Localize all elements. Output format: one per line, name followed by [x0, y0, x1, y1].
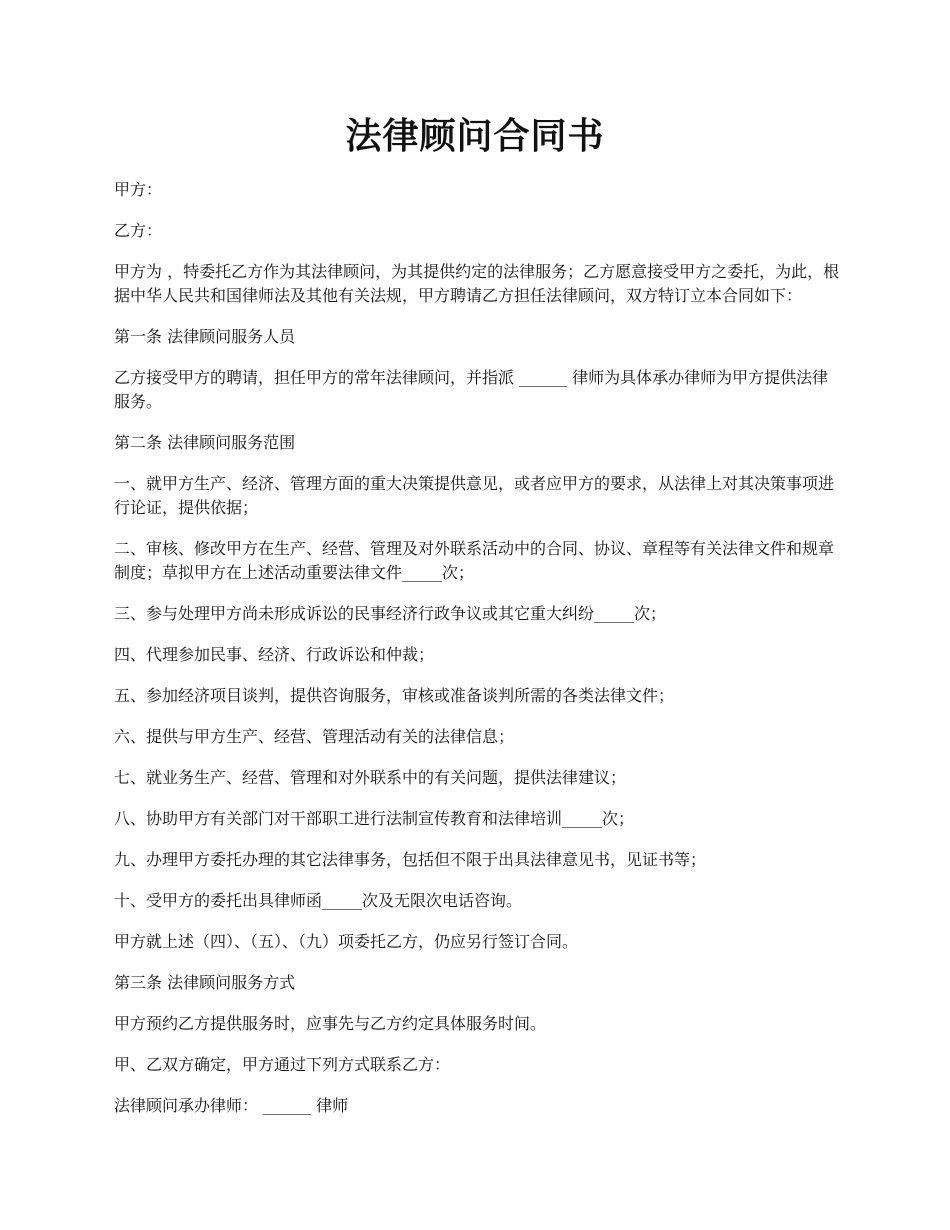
- appointment-text: 甲方预约乙方提供服务时，应事先与乙方约定具体服务时间。: [114, 1014, 547, 1033]
- service-item-5: 五、参加经济项目谈判，提供咨询服务，审核或准备谈判所需的各类法律文件；: [114, 686, 675, 705]
- service-item-3: 三、参与处理甲方尚未形成诉讼的民事经济行政争议或其它重大纠纷_____次；: [114, 604, 667, 623]
- service-item-2: 二、审核、修改甲方在生产、经营、管理及对外联系活动中的合同、协议、章程等有关法律文件和规章制度；草拟甲方在上述活动重要法律文件_____次；: [114, 539, 835, 582]
- party-a-line: 甲方：: [114, 180, 163, 199]
- article-1-heading: 第一条 法律顾问服务人员: [114, 327, 296, 346]
- service-item-10: 十、受甲方的委托出具律师函_____次及无限次电话咨询。: [114, 891, 523, 910]
- service-item-4: 四、代理参加民事、经济、行政诉讼和仲裁；: [114, 645, 435, 664]
- article-3-heading: 第三条 法律顾问服务方式: [114, 973, 296, 992]
- preamble-paragraph: 甲方为 ，特委托乙方作为其法律顾问，为其提供约定的法律服务；乙方愿意接受甲方之委托，为此，根据中华人民共和国律师法及其他有关法规，甲方聘请乙方担任法律顾问，双方特订立本合同如下：: [114, 262, 840, 305]
- article-1-text: 乙方接受甲方的聘请，担任甲方的常年法律顾问，并指派 ______ 律师为具体承办律师为甲方提供法律服务。: [114, 368, 829, 411]
- service-item-1: 一、就甲方生产、经济、管理方面的重大决策提供意见，或者应甲方的要求，从法律上对其决策事项进行论证，提供依据；: [114, 474, 835, 517]
- separate-contract-note: 甲方就上述（四）、（五）、（九）项委托乙方，仍应另行签订合同。: [114, 932, 579, 951]
- service-item-9: 九、办理甲方委托办理的其它法律事务，包括但不限于出具法律意见书，见证书等；: [114, 850, 707, 869]
- service-item-7: 七、就业务生产、经营、管理和对外联系中的有关问题，提供法律建议；: [114, 768, 627, 787]
- party-b-line: 乙方：: [114, 221, 163, 240]
- lawyer-line: 法律顾问承办律师： ______ 律师: [114, 1096, 349, 1115]
- document-body: [114, 178, 840, 1135]
- service-item-8: 八、协助甲方有关部门对干部职工进行法制宣传教育和法律培训_____次；: [114, 809, 635, 828]
- service-item-6: 六、提供与甲方生产、经营、管理活动有关的法律信息；: [114, 727, 515, 746]
- contact-method-text: 甲、乙双方确定，甲方通过下列方式联系乙方：: [114, 1055, 451, 1074]
- article-2-heading: 第二条 法律顾问服务范围: [114, 433, 296, 452]
- document-title: 法律顾问合同书: [345, 115, 605, 157]
